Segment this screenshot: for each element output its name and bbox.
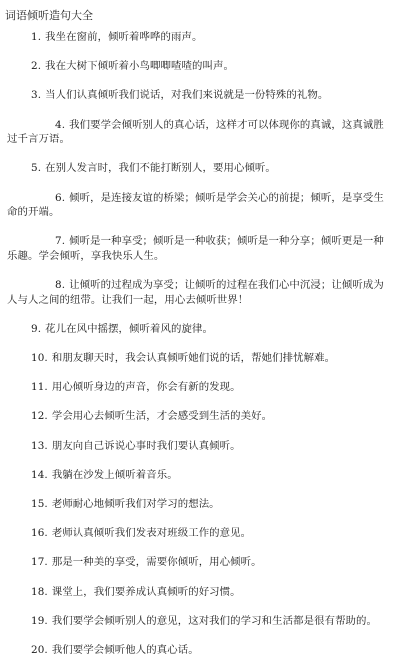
- sentence-text: 当人们认真倾听我们说话，对我们来说就是一份特殊的礼物。: [45, 89, 329, 102]
- sentence-number: 7.: [55, 235, 66, 248]
- sentence-item: [0, 191, 400, 220]
- sentence-text: 在别人发言时，我们不能打断别人，要用心倾听。: [45, 162, 276, 175]
- sentence-text: 那是一种美的享受，需要你倾听，用心倾听。: [51, 556, 262, 569]
- sentence-text: 我在大树下倾听着小鸟唧唧喳喳的叫声。: [45, 60, 234, 73]
- sentence-number: 5.: [31, 162, 42, 175]
- sentence-text: 朋友向自己诉说心事时我们要认真倾听。: [51, 439, 241, 452]
- sentence-number: 14.: [31, 468, 48, 481]
- sentence-number: 6.: [55, 191, 66, 204]
- sentence-item: [0, 468, 400, 483]
- sentence-number: 20.: [31, 643, 48, 656]
- sentence-item: [0, 439, 400, 454]
- sentence-item: [0, 234, 400, 263]
- sentence-text: 倾听，是连接友谊的桥梁；倾听是学会关心的前提；倾听，是享受生命的开端。: [7, 191, 384, 219]
- document-title: 词语倾听造句大全: [5, 9, 93, 22]
- sentence-number: 17.: [31, 556, 48, 569]
- sentence-item: [0, 380, 400, 395]
- sentence-item: [0, 409, 400, 424]
- sentence-text: 让倾听的过程成为享受；让倾听的过程在我们心中沉浸；让倾听成为人与人之间的纽带。让我们一起，用心去倾听世界！: [7, 279, 384, 306]
- sentence-item: [0, 643, 400, 658]
- sentence-text: 用心倾听身边的声音，你会有新的发现。: [51, 381, 241, 394]
- sentence-number: 12.: [31, 410, 48, 423]
- sentence-text: 我躺在沙发上倾听着音乐。: [51, 468, 178, 481]
- sentence-number: 2.: [31, 60, 42, 73]
- sentence-text: 我们要学会倾听他人的真心话。: [51, 643, 199, 656]
- sentence-text: 老师耐心地倾听我们对学习的想法。: [51, 498, 220, 510]
- sentence-number: 11.: [31, 381, 48, 394]
- sentence-item: [0, 118, 400, 147]
- sentence-item: [0, 614, 400, 629]
- sentence-text: 课堂上，我们要养成认真倾听的好习惯。: [51, 585, 241, 598]
- sentence-item: [0, 30, 400, 45]
- sentence-number: 1.: [31, 31, 42, 43]
- sentence-number: 9.: [31, 322, 42, 335]
- sentence-item: [0, 322, 400, 337]
- sentence-item: [0, 88, 400, 103]
- sentence-number: 16.: [31, 527, 48, 540]
- sentence-text: 我们要学会倾听别人的意见，这对我们的学习和生活都是很有帮助的。: [51, 614, 378, 627]
- sentence-text: 花儿在风中摇摆，倾听着风的旋律。: [45, 322, 213, 335]
- sentence-item: [0, 278, 400, 307]
- sentence-item: [0, 161, 400, 176]
- sentence-text: 我们要学会倾听别人的真心话，这样才可以体现你的真诚，这真诚胜过千言万语。: [7, 118, 384, 146]
- sentence-number: 4.: [55, 118, 66, 131]
- sentence-number: 10.: [31, 352, 48, 365]
- sentence-number: 13.: [31, 439, 48, 452]
- sentence-number: 15.: [31, 498, 48, 510]
- sentence-item: [0, 351, 400, 366]
- sentence-item: [0, 585, 400, 600]
- sentence-number: 18.: [31, 585, 48, 598]
- sentence-text: 学会用心去倾听生活，才会感受到生活的美好。: [51, 410, 273, 423]
- sentence-number: 19.: [31, 614, 48, 627]
- sentence-item: [0, 59, 400, 74]
- sentence-text: 和朋友聊天时，我会认真倾听她们说的话，帮她们排忧解难。: [51, 352, 336, 365]
- sentence-list: [0, 30, 400, 672]
- sentence-text: 我坐在窗前，倾听着哗哗的雨声。: [45, 31, 203, 43]
- sentence-text: 倾听是一种享受；倾听是一种收获；倾听是一种分享；倾听更是一种乐趣。学会倾听，享我快乐人生。: [7, 235, 384, 262]
- sentence-text: 老师认真倾听我们发表对班级工作的意见。: [51, 527, 252, 540]
- sentence-number: 3.: [31, 89, 42, 102]
- sentence-number: 8.: [55, 279, 66, 292]
- sentence-item: [0, 555, 400, 570]
- sentence-item: [0, 526, 400, 541]
- sentence-item: [0, 497, 400, 512]
